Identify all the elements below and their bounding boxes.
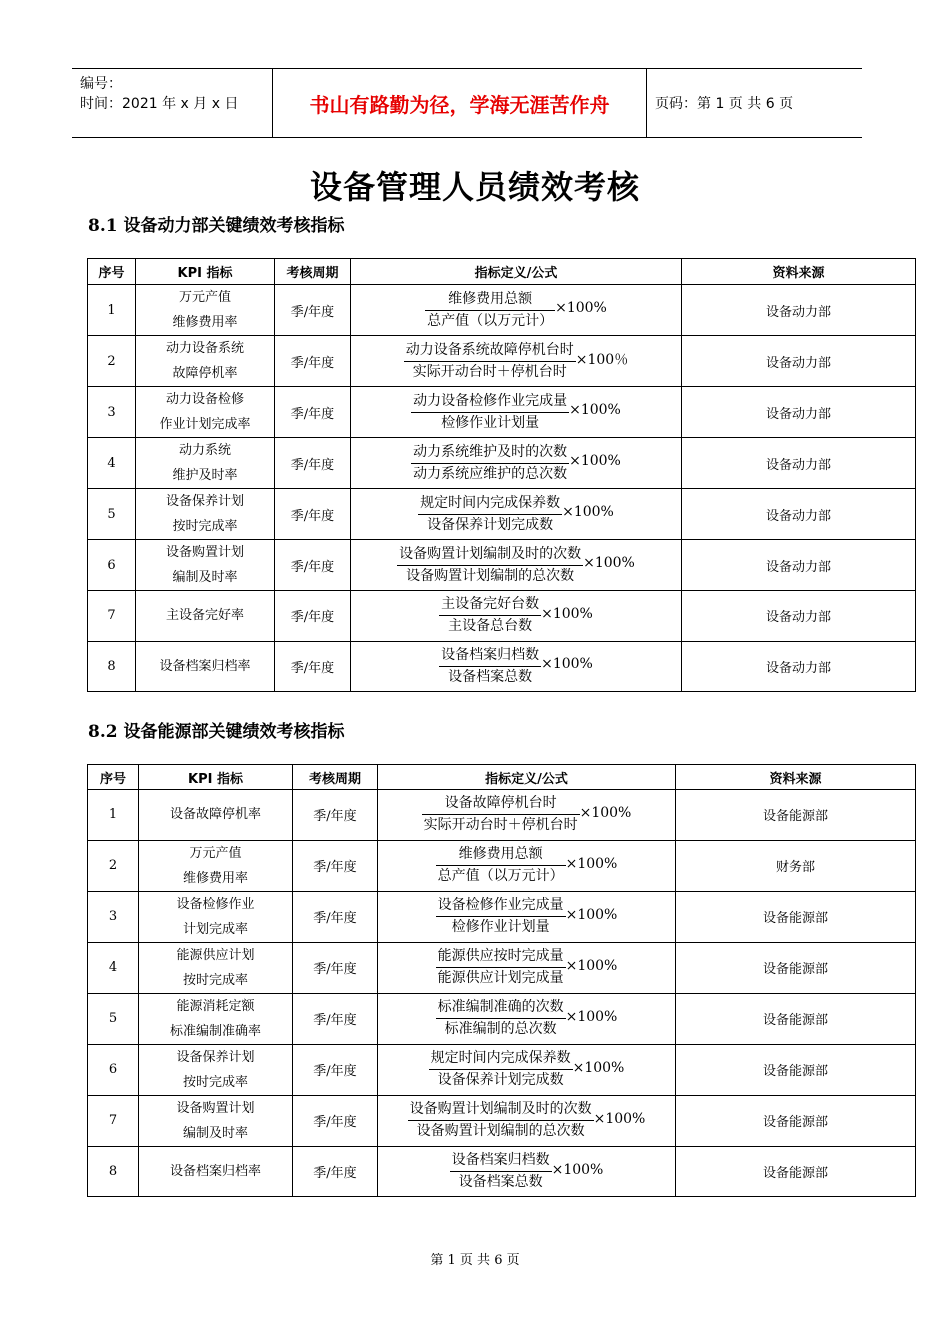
formula-numerator: 设备故障停机台时 <box>422 793 580 815</box>
formula-cell <box>378 1146 676 1197</box>
kpi-name-line1: 万元产值 <box>178 290 231 305</box>
formula-denominator: 检修作业计划量 <box>441 414 540 431</box>
formula-cell <box>378 1095 676 1146</box>
section1-heading: 8.1 设备动力部关键绩效考核指标 <box>88 216 345 236</box>
formula-multiplier: ×100% <box>593 1110 646 1127</box>
formula-fraction <box>411 391 569 434</box>
header-page-label: 页码：第 1 页 共 6 页 <box>655 96 794 112</box>
table-row <box>88 591 916 642</box>
formula-cell <box>351 336 682 387</box>
kpi-name-cell <box>139 942 293 993</box>
kpi-table-energy <box>87 764 916 1197</box>
formula-multiplier: ×100% <box>562 504 614 520</box>
kpi-name-cell <box>136 387 275 438</box>
formula-fraction <box>425 289 555 332</box>
data-source: 设备能源部 <box>676 891 916 942</box>
document-time-label: 时间：2021 年 x 月 x 日 <box>80 96 239 112</box>
table-row <box>88 641 916 692</box>
formula-numerator: 规定时间内完成保养数 <box>418 493 562 515</box>
column-header-kpi: KPI 指标 <box>139 765 293 790</box>
data-source: 财务部 <box>676 840 916 891</box>
page-title: 设备管理人员绩效考核 <box>309 168 640 206</box>
kpi-name-line1: 设备保养计划 <box>176 1049 255 1065</box>
kpi-name-line2: 作业计划完成率 <box>159 417 251 432</box>
data-source: 设备动力部 <box>682 336 916 387</box>
table-row <box>88 1044 916 1095</box>
formula-numerator: 标准编制准确的次数 <box>436 997 566 1019</box>
column-header-source: 资料来源 <box>682 259 916 285</box>
table-header-row <box>88 765 916 790</box>
formula-cell <box>351 591 682 642</box>
assessment-period: 季/年度 <box>293 891 378 942</box>
assessment-period: 季/年度 <box>275 285 351 336</box>
kpi-name-cell <box>139 840 293 891</box>
kpi-name-cell <box>139 891 293 942</box>
formula-multiplier: ×100% <box>569 402 621 418</box>
formula-cell <box>351 641 682 692</box>
formula-multiplier: ×100% <box>579 804 632 821</box>
formula-numerator: 维修费用总额 <box>436 844 566 866</box>
formula-multiplier: ×100% <box>565 1008 618 1025</box>
formula-denominator: 动力系统应维护的总次数 <box>413 465 568 482</box>
formula-multiplier: ×100% <box>541 605 593 622</box>
row-number: 3 <box>88 387 136 438</box>
row-number: 6 <box>88 1044 139 1095</box>
assessment-period: 季/年度 <box>293 993 378 1044</box>
column-header-period: 考核周期 <box>275 259 351 285</box>
formula-fraction <box>404 340 576 383</box>
row-number: 4 <box>88 438 136 489</box>
row-number: 3 <box>88 891 139 942</box>
formula-numerator: 动力设备系统故障停机台时 <box>404 340 576 362</box>
kpi-name-line1: 能源供应计划 <box>176 947 255 963</box>
formula-fraction <box>408 1099 594 1142</box>
kpi-name-cell <box>139 1044 293 1095</box>
assessment-period: 季/年度 <box>293 1044 378 1095</box>
kpi-name-line2: 编制及时率 <box>172 570 238 585</box>
kpi-name-line1: 设备购置计划 <box>176 1100 255 1116</box>
kpi-name-line2: 维修费用率 <box>172 315 238 330</box>
data-source: 设备能源部 <box>676 1095 916 1146</box>
formula-multiplier: ×100% <box>583 555 635 571</box>
row-number: 2 <box>88 840 139 891</box>
data-source: 设备能源部 <box>676 942 916 993</box>
data-source: 设备动力部 <box>682 438 916 489</box>
formula-cell <box>351 489 682 540</box>
formula-numerator: 动力设备检修作业完成量 <box>411 391 569 413</box>
formula-denominator: 设备保养计划完成数 <box>427 516 554 533</box>
kpi-name-line2: 标准编制准确率 <box>169 1023 261 1039</box>
kpi-name-line2: 编制及时率 <box>182 1125 248 1141</box>
kpi-name-cell <box>136 591 275 642</box>
formula-multiplier: ×100% <box>572 1059 625 1076</box>
formula-fraction <box>436 946 566 989</box>
formula-denominator: 总产值（以万元计） <box>437 868 564 885</box>
formula-denominator: 设备购置计划编制的总次数 <box>406 567 575 584</box>
kpi-name-line2: 维护及时率 <box>172 468 238 483</box>
kpi-name-line2: 维修费用率 <box>182 870 248 886</box>
row-number: 1 <box>88 790 139 841</box>
assessment-period: 季/年度 <box>275 336 351 387</box>
kpi-name-line2: 按时完成率 <box>182 972 248 988</box>
formula-multiplier: ×100% <box>565 906 618 923</box>
table-row <box>88 993 916 1044</box>
formula-fraction <box>418 493 562 536</box>
formula-fraction <box>436 844 566 887</box>
column-header-source: 资料来源 <box>676 765 916 790</box>
formula-fraction <box>429 1048 573 1091</box>
formula-denominator: 能源供应计划完成量 <box>437 970 564 987</box>
kpi-name-cell <box>136 336 275 387</box>
kpi-name-line1: 动力系统 <box>178 443 231 458</box>
table-row <box>88 336 916 387</box>
table-header-row <box>88 259 916 285</box>
table-row <box>88 438 916 489</box>
row-number: 5 <box>88 993 139 1044</box>
header-left-cell <box>72 69 273 137</box>
formula-denominator: 主设备总台数 <box>448 618 533 635</box>
formula-denominator: 设备保养计划完成数 <box>437 1072 564 1089</box>
kpi-name-line1: 设备档案归档率 <box>159 658 251 674</box>
formula-fraction <box>422 793 580 836</box>
header-motto: 书山有路勤为径，学海无涯苦作舟 <box>273 69 647 137</box>
kpi-name-line2: 按时完成率 <box>182 1074 248 1090</box>
assessment-period: 季/年度 <box>275 387 351 438</box>
formula-multiplier: ×100% <box>565 957 618 974</box>
kpi-name-line1: 能源消耗定额 <box>176 998 255 1014</box>
column-header-no: 序号 <box>88 259 136 285</box>
data-source: 设备动力部 <box>682 540 916 591</box>
formula-fraction <box>411 442 569 485</box>
formula-denominator: 实际开动台时＋停机台时 <box>423 817 578 834</box>
kpi-name-cell <box>139 1146 293 1197</box>
formula-numerator: 设备检修作业完成量 <box>436 895 566 917</box>
assessment-period: 季/年度 <box>275 540 351 591</box>
kpi-name-cell <box>136 285 275 336</box>
formula-numerator: 动力系统维护及时的次数 <box>411 442 569 464</box>
row-number: 8 <box>88 1146 139 1197</box>
table-row <box>88 1146 916 1197</box>
data-source: 设备动力部 <box>682 387 916 438</box>
formula-cell <box>378 942 676 993</box>
kpi-name-line2: 计划完成率 <box>182 921 248 937</box>
kpi-name-cell <box>136 540 275 591</box>
section2-heading: 8.2 设备能源部关键绩效考核指标 <box>88 722 345 742</box>
document-number-label: 编号： <box>80 76 122 92</box>
table-row <box>88 790 916 841</box>
table-row <box>88 840 916 891</box>
kpi-name-cell <box>136 438 275 489</box>
column-header-no: 序号 <box>88 765 139 790</box>
assessment-period: 季/年度 <box>275 438 351 489</box>
row-number: 6 <box>88 540 136 591</box>
kpi-name-line1: 设备检修作业 <box>176 896 255 912</box>
table-row <box>88 285 916 336</box>
formula-fraction <box>436 895 566 938</box>
formula-numerator: 规定时间内完成保养数 <box>429 1048 573 1070</box>
data-source: 设备能源部 <box>676 1044 916 1095</box>
formula-denominator: 实际开动台时＋停机台时 <box>412 363 567 380</box>
table-row <box>88 1095 916 1146</box>
kpi-name-line2: 按时完成率 <box>172 519 238 534</box>
data-source: 设备能源部 <box>676 790 916 841</box>
column-header-definition: 指标定义/公式 <box>378 765 676 790</box>
data-source: 设备动力部 <box>682 591 916 642</box>
kpi-name-line1: 动力设备系统 <box>165 341 244 356</box>
assessment-period: 季/年度 <box>275 641 351 692</box>
assessment-period: 季/年度 <box>293 790 378 841</box>
row-number: 2 <box>88 336 136 387</box>
formula-multiplier: ×100% <box>565 855 618 872</box>
row-number: 7 <box>88 1095 139 1146</box>
assessment-period: 季/年度 <box>275 591 351 642</box>
formula-cell <box>378 993 676 1044</box>
header-page-cell <box>647 69 862 137</box>
formula-cell <box>351 438 682 489</box>
formula-cell <box>378 891 676 942</box>
formula-denominator: 总产值（以万元计） <box>427 312 554 329</box>
assessment-period: 季/年度 <box>275 489 351 540</box>
row-number: 7 <box>88 591 136 642</box>
table-row <box>88 540 916 591</box>
table-row <box>88 891 916 942</box>
row-number: 4 <box>88 942 139 993</box>
kpi-name-line1: 万元产值 <box>189 845 242 861</box>
formula-numerator: 设备档案归档数 <box>450 1150 552 1172</box>
formula-cell <box>378 840 676 891</box>
kpi-name-line2: 故障停机率 <box>172 366 238 381</box>
formula-fraction <box>439 645 541 688</box>
kpi-name-line1: 设备购置计划 <box>165 545 244 560</box>
kpi-name-cell <box>139 993 293 1044</box>
column-header-kpi: KPI 指标 <box>136 259 275 285</box>
kpi-table-power <box>87 258 916 692</box>
formula-denominator: 检修作业计划量 <box>451 919 550 936</box>
data-source: 设备动力部 <box>682 641 916 692</box>
data-source: 设备能源部 <box>676 1146 916 1197</box>
kpi-name-line1: 设备档案归档率 <box>169 1164 261 1180</box>
row-number: 8 <box>88 641 136 692</box>
formula-numerator: 设备档案归档数 <box>439 645 541 667</box>
formula-numerator: 能源供应按时完成量 <box>436 946 566 968</box>
formula-denominator: 设备档案总数 <box>458 1174 543 1191</box>
formula-cell <box>351 285 682 336</box>
formula-denominator: 设备购置计划编制的总次数 <box>416 1123 585 1140</box>
formula-numerator: 设备购置计划编制及时的次数 <box>408 1099 594 1121</box>
data-source: 设备能源部 <box>676 993 916 1044</box>
formula-multiplier: ×100% <box>569 453 621 469</box>
data-source: 设备动力部 <box>682 285 916 336</box>
formula-fraction <box>450 1150 552 1193</box>
column-header-period: 考核周期 <box>293 765 378 790</box>
formula-cell <box>378 1044 676 1095</box>
kpi-name-cell <box>139 790 293 841</box>
formula-multiplier: ×100% <box>555 300 607 316</box>
formula-multiplier: ×100% <box>541 656 593 673</box>
assessment-period: 季/年度 <box>293 942 378 993</box>
page-footer: 第 1 页 共 6 页 <box>430 1253 520 1268</box>
kpi-name-line1: 动力设备检修 <box>165 392 244 407</box>
kpi-name-line1: 主设备完好率 <box>165 608 244 624</box>
column-header-definition: 指标定义/公式 <box>351 259 682 285</box>
row-number: 1 <box>88 285 136 336</box>
formula-denominator: 标准编制的总次数 <box>444 1021 557 1038</box>
table-row <box>88 489 916 540</box>
assessment-period: 季/年度 <box>293 1095 378 1146</box>
formula-numerator: 维修费用总额 <box>425 289 555 311</box>
kpi-name-cell <box>136 489 275 540</box>
assessment-period: 季/年度 <box>293 1146 378 1197</box>
kpi-name-cell <box>139 1095 293 1146</box>
kpi-name-cell <box>136 641 275 692</box>
formula-numerator: 设备购置计划编制及时的次数 <box>397 544 583 566</box>
formula-numerator: 主设备完好台数 <box>439 594 541 616</box>
formula-cell <box>351 387 682 438</box>
formula-fraction <box>397 544 583 587</box>
kpi-name-line1: 设备保养计划 <box>165 494 244 509</box>
formula-multiplier: ×100％ <box>575 352 629 368</box>
formula-cell <box>378 790 676 841</box>
formula-denominator: 设备档案总数 <box>448 668 533 685</box>
formula-fraction <box>436 997 566 1040</box>
table-row <box>88 387 916 438</box>
data-source: 设备动力部 <box>682 489 916 540</box>
formula-fraction <box>439 594 541 637</box>
row-number: 5 <box>88 489 136 540</box>
formula-cell <box>351 540 682 591</box>
assessment-period: 季/年度 <box>293 840 378 891</box>
table-row <box>88 942 916 993</box>
kpi-name-line1: 设备故障停机率 <box>169 807 261 823</box>
page-header <box>72 68 862 138</box>
formula-multiplier: ×100% <box>551 1161 604 1178</box>
